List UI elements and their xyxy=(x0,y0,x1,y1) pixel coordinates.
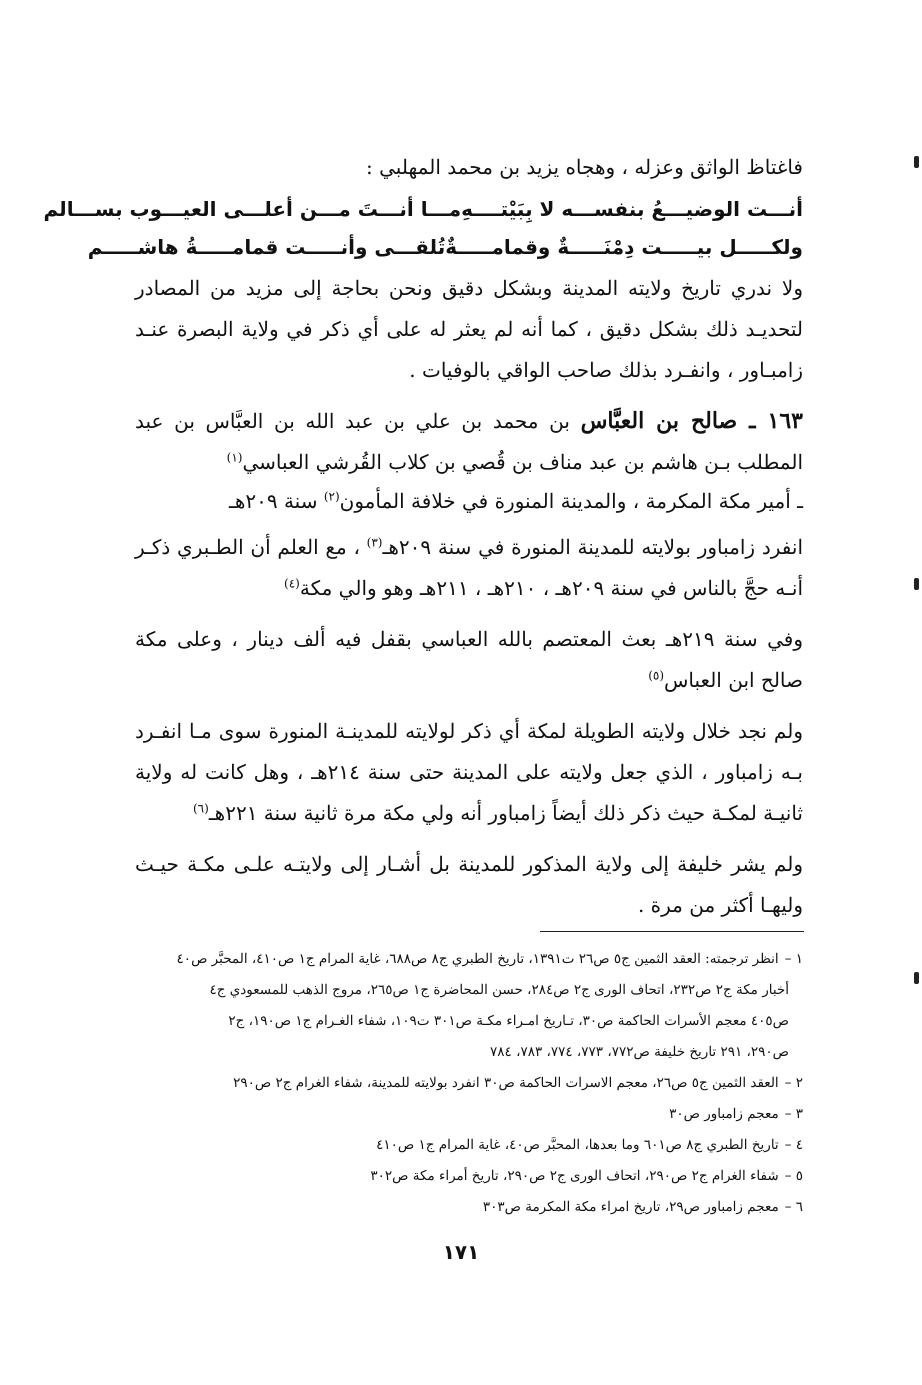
footnotes xyxy=(135,944,803,1223)
paragraph: ولم نجد خلال ولايته الطويلة لمكة أي ذكر لولايته للمدينـة المنورة سوى مـا انفـرد بـه زامباور ، الذي جعل ولايته على المدينة حتى سنة ٢١٤هـ ، وهل كانت له ولاية ثانيـة لمكـة حيث ذكر ذلك أيضاً زامباور أنه ولي مكة مرة ثانية سنة ٢٢١هـ$^{(٦)}$ xyxy=(135,719,803,825)
footnote: ٦ –معجم زامباور ص٢٩، تاريخ امراء مكة المكرمة ص٣٠٣ xyxy=(482,1199,803,1215)
footnote-ref: (٣) xyxy=(366,535,383,550)
verse-second-hemistich: مـــا أنـــتَ مـــن أعلـــى العيـــوب بســـالم xyxy=(43,197,462,221)
footnote-continuation: ص٤٠٥ معجم الأسرات الحاكمة ص٣٠، تـاريخ امـراء مكـة ص٣٠١ ت١٠٩، شفاء الغـرام ج١ ص١٩٠، ج٢ xyxy=(228,1013,789,1029)
footnote-ref: (٦) xyxy=(192,801,209,816)
entry-heading-paragraph xyxy=(135,401,803,483)
footnote: ٤ –تاريخ الطبري ج٨ ص٦٠١ وما بعدها، المحبَّر ص٤٠، غاية المرام ج١ ص٤١٠ xyxy=(376,1137,803,1153)
footnote-ref: (١) xyxy=(226,450,243,465)
footnote: ٣ –معجم زامباور ص٣٠ xyxy=(669,1106,803,1122)
verse-line xyxy=(43,190,803,228)
paragraph: انفرد زامباور بولايته للمدينة المنورة في سنة ٢٠٩هـ$^{(٣)}$ ، مع العلم أن الطـبري ذكـر أنـه حجَّ بالناس في سنة ٢٠٩هـ ، ٢١٠هـ ، ٢١١هـ وهو والي مكة$^{(٤)}$ xyxy=(135,535,803,600)
verse-first-hemistich: أنـــت الوضيـــعُ بنفســـه لا بِبَيْتــــهِ xyxy=(461,197,803,221)
footnote-ref: (٢) xyxy=(323,489,340,504)
footnote: ٥ –شفاء الغرام ج٢ ص٢٩٠، اتحاف الورى ج٢ ص٢٩٠، تاريخ أمراء مكة ص٣٠٢ xyxy=(370,1168,803,1184)
margin-mark xyxy=(914,972,919,984)
verse-line xyxy=(87,228,803,266)
footnote-ref: (٥) xyxy=(648,668,665,683)
footnote: ٢ –العقد الثمين ج٥ ص٢٦، معجم الاسرات الحاكمة ص٣٠ انفرد بولايته للمدينة، شفاء الغرام ج٢ ص٢٩٠ xyxy=(233,1075,803,1091)
entry-title: ١٦٣ ـ صالح بن العبَّاس xyxy=(580,408,803,434)
margin-mark xyxy=(914,578,919,590)
footnote-ref: (٤) xyxy=(284,576,300,591)
main-text xyxy=(43,150,803,936)
intro-line: فاغتاظ الواثق وعزله ، وهجاه يزيد بن محمد المهلبي : xyxy=(366,155,803,179)
verse-first-hemistich: ولكـــــل بيـــــت دِمْنَـــــةٌ وقمامـــــةٌ xyxy=(445,235,803,259)
footnote-separator xyxy=(540,931,804,932)
entry-lineage: بن محمد بن علي بن عبد الله بن العبَّاس بن عبد المطلب بـن هاشم بن عبد مناف بن قُصي بن كلاب القُرشي العباسي xyxy=(135,409,803,474)
verse-second-hemistich: تُلقـــى وأنـــــت قمامـــــةُ هاشـــــم xyxy=(87,235,446,259)
footnote-continuation: أخبار مكة ج٢ ص٢٣٢، اتحاف الورى ج٢ ص٢٨٤، حسن المحاضرة ج١ ص٢٦٥، مروج الذهب للمسعودي ج٤ xyxy=(209,982,789,998)
page-number: ١٧١ xyxy=(442,1240,480,1264)
entry-office-line: ـ أمير مكة المكرمة ، والمدينة المنورة في خلافة المأمون$^{(٢)}$ سنة ٢٠٩هـ xyxy=(228,489,803,513)
footnote-continuation: ص٢٩٠، ٢٩١ تاريخ خليفة ص٧٧٢، ٧٧٣، ٧٧٤، ٧٨٣، ٧٨٤ xyxy=(490,1044,789,1060)
paragraph: وفي سنة ٢١٩هـ بعث المعتصم بالله العباسي بقفل فيه ألف دينار ، وعلى مكة صالح ابن العباس$^{(٥)}$ xyxy=(135,627,803,692)
paragraph: ولا ندري تاريخ ولايته المدينة وبشكل دقيق ونحن بحاجة إلى مزيد من المصادر لتحديـد ذلك بشكل دقيق ، كما أنه لم يعثر له على أي ذكر في ولاية البصرة عنـد زامبـاور ، وانفـرد بذلك صاحب الواقي بالوفيات . xyxy=(135,276,803,382)
footnote: ١ –انظر ترجمته: العقد الثمين ج٥ ص٢٦ ت١٣٩١، تاريخ الطبري ج٨ ص٦٨٨، غاية المرام ج١ ص٤١٠، المحبَّر ص٤٠ xyxy=(176,951,803,967)
poem xyxy=(43,190,803,266)
paragraph: ولم يشر خليفة إلى ولاية المذكور للمدينة بل أشـار إلى ولايتـه علـى مكـة حيـث وليهـا أكثر من مرة . xyxy=(135,852,803,917)
margin-mark xyxy=(914,156,919,168)
